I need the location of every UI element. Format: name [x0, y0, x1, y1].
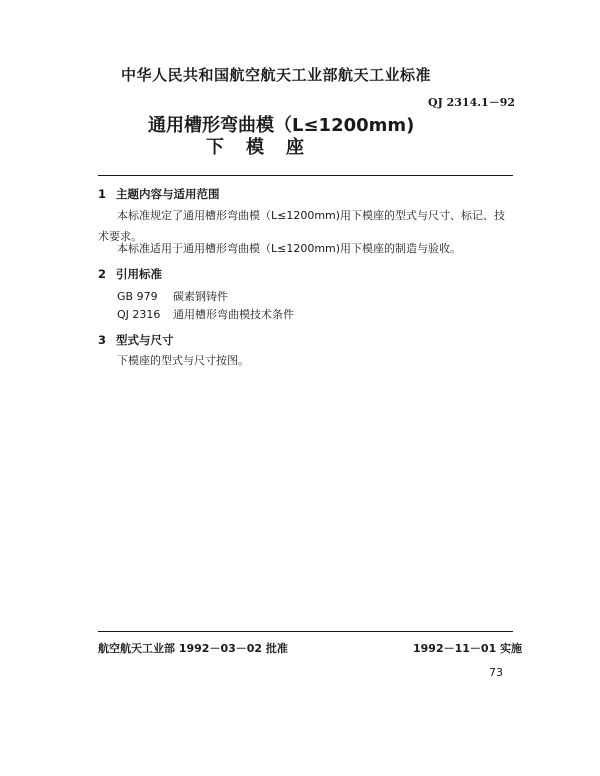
reference-item: [117, 288, 228, 304]
standard-number: QJ 2314.1－92: [428, 96, 516, 109]
reference-code: QJ 2316: [117, 308, 161, 321]
paragraph-text: 本标准适用于通用槽形弯曲模（L≤1200mm)用下模座的制造与验收。: [117, 242, 462, 255]
page-number: 73: [489, 666, 503, 679]
bottom-divider: [98, 631, 513, 632]
section-number: 1: [98, 187, 107, 201]
section-title: 型式与尺寸: [116, 333, 174, 347]
paragraph-text: 下模座的型式与尺寸按图。: [117, 354, 249, 367]
reference-code: GB 979: [117, 290, 158, 303]
issuing-organization: 中华人民共和国航空航天工业部航天工业标准: [121, 66, 432, 84]
section-3-paragraph-1: [98, 350, 512, 371]
reference-item: [117, 306, 294, 322]
approval-date: 航空航天工业部 1992－03－02 批准: [98, 642, 288, 655]
section-title: 引用标准: [116, 267, 162, 281]
section-number: 3: [98, 333, 107, 347]
paragraph-text: 本标准规定了通用槽形弯曲模（L≤1200mm)用下模座的型式与尺寸、标记、技术要求。: [98, 209, 506, 243]
reference-title: 碳素钢铸件: [173, 290, 228, 303]
implementation-date: 1992－11－01 实施: [413, 642, 523, 655]
top-divider: [98, 175, 513, 176]
reference-title: 通用槽形弯曲模技术条件: [173, 308, 294, 321]
section-heading-3: [98, 332, 174, 348]
document-subtitle: 下模座: [206, 137, 326, 158]
document-title: 通用槽形弯曲模（L≤1200mm): [148, 115, 415, 136]
section-number: 2: [98, 267, 107, 281]
section-heading-1: [98, 186, 220, 202]
section-heading-2: [98, 266, 162, 282]
section-1-paragraph-2: [98, 238, 512, 259]
section-title: 主题内容与适用范围: [116, 187, 220, 201]
